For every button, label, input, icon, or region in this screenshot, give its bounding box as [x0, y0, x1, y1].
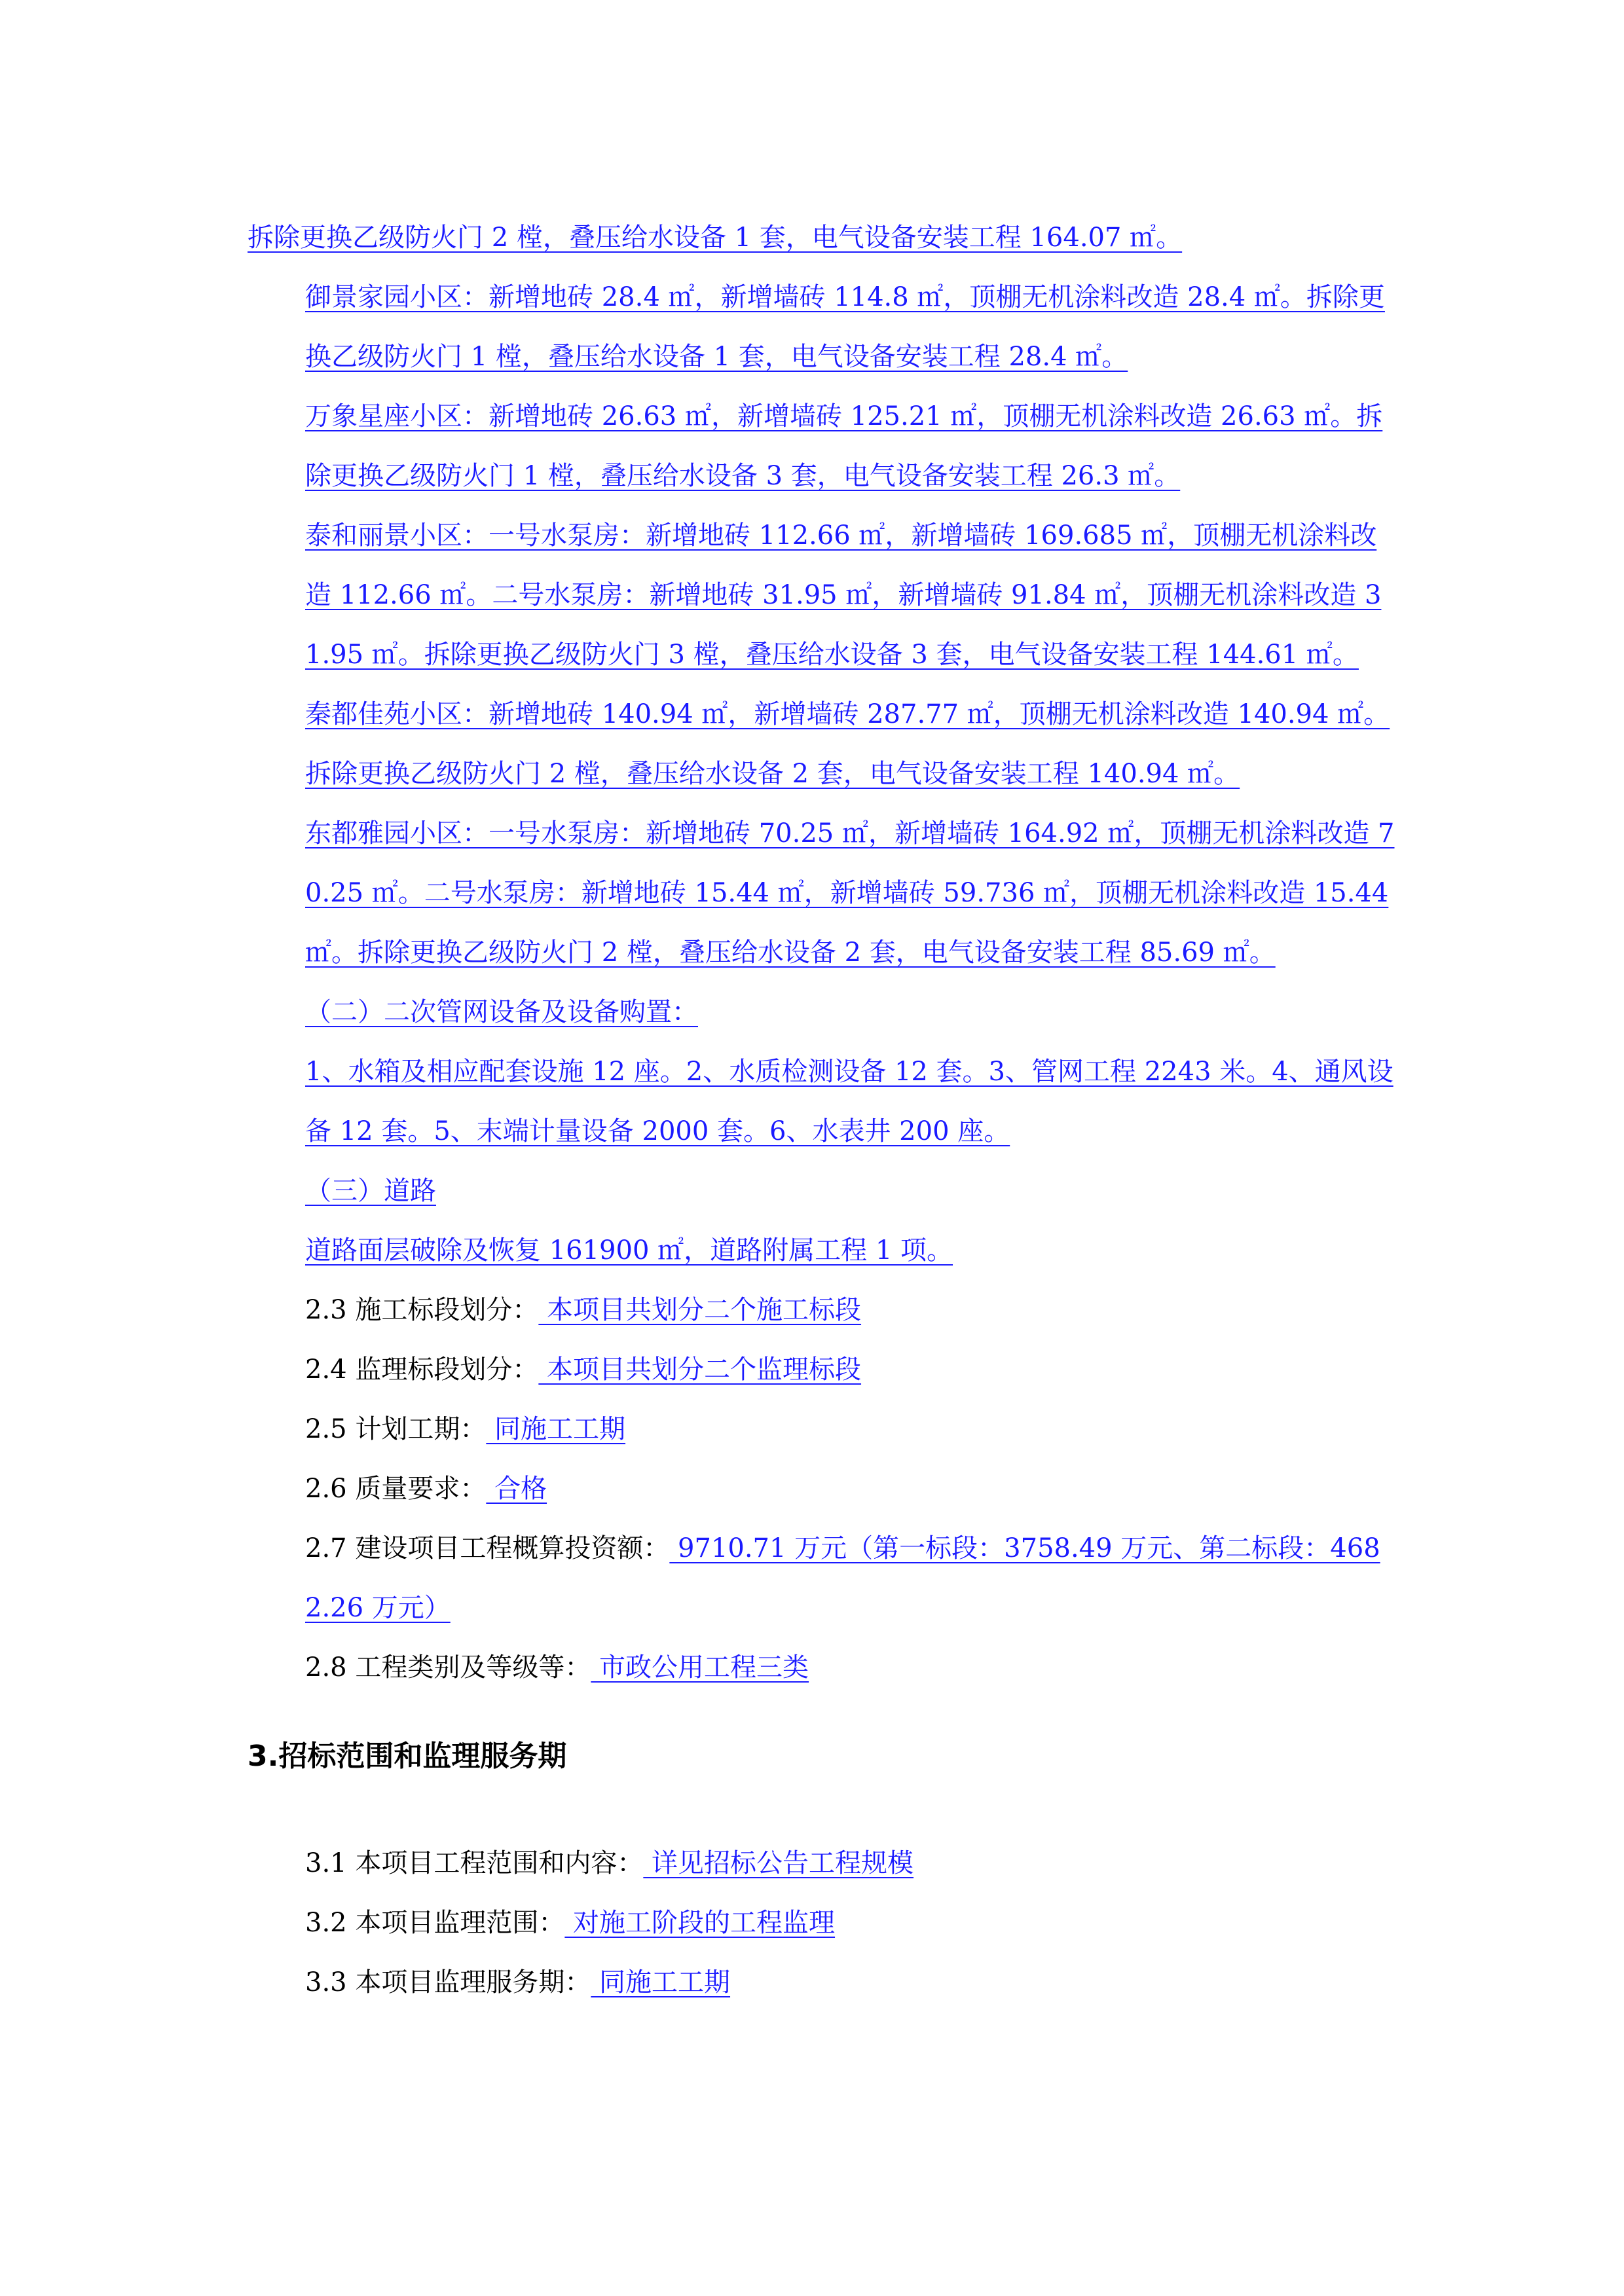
paragraph-network-equipment	[248, 1042, 1395, 1161]
paragraph-text: 泰和丽景小区：一号水泵房：新增地砖 112.66 ㎡，新增墙砖 169.685 ㎡，顶棚无机涂料改造 112.66 ㎡。二号水泵房：新增地砖 31.95 ㎡，新增墙砖 91.84 ㎡，顶棚无机涂料改造 31.95 ㎡。拆除更换乙级防火门 3 樘，叠压给水设备 3 套，电气设备安装工程 144.61 ㎡。	[305, 520, 1382, 670]
item-3-1	[248, 1834, 1395, 1893]
paragraph-text: 御景家园小区：新增地砖 28.4 ㎡，新增墙砖 114.8 ㎡，顶棚无机涂料改造 28.4 ㎡。拆除更换乙级防火门 1 樘，叠压给水设备 1 套，电气设备安装工程 28.4 ㎡。	[305, 282, 1385, 372]
item-label: 2.4 监理标段划分：	[305, 1355, 539, 1385]
item-label: 2.5 计划工期：	[305, 1414, 487, 1444]
document-content	[248, 208, 1395, 2013]
item-2-3	[248, 1281, 1395, 1340]
item-label: 2.6 质量要求：	[305, 1474, 487, 1504]
paragraph-yujing-community	[248, 268, 1395, 387]
paragraph-text: 道路面层破除及恢复 161900 ㎡，道路附属工程 1 项。	[305, 1235, 953, 1266]
item-2-4	[248, 1340, 1395, 1400]
item-value: 合格	[486, 1474, 547, 1504]
item-value: 同施工工期	[591, 1967, 731, 1997]
paragraph-text: 拆除更换乙级防火门 2 樘，叠压给水设备 1 套，电气设备安装工程 164.07 ㎡。	[248, 223, 1183, 253]
paragraph-text: （三）道路	[305, 1176, 436, 1206]
item-label: 2.3 施工标段划分：	[305, 1295, 539, 1325]
item-value: 对施工阶段的工程监理	[564, 1908, 836, 1938]
item-label: 3.3 本项目监理服务期：	[305, 1967, 591, 1997]
section-3-heading: 3.招标范围和监理服务期	[248, 1740, 567, 1773]
paragraph-qindu-community	[248, 685, 1395, 804]
item-2-7	[248, 1519, 1395, 1638]
item-value: 同施工工期	[486, 1414, 626, 1444]
item-label: 3.2 本项目监理范围：	[305, 1908, 565, 1938]
subheading-secondary-network	[248, 983, 1395, 1042]
item-label: 3.1 本项目工程范围和内容：	[305, 1848, 644, 1878]
item-label: 2.7 建设项目工程概算投资额：	[305, 1533, 670, 1563]
item-2-5	[248, 1400, 1395, 1459]
item-label: 2.8 工程类别及等级等：	[305, 1652, 591, 1683]
paragraph-text: （二）二次管网设备及设备购置：	[305, 997, 698, 1027]
paragraph-road-works	[248, 1221, 1395, 1281]
item-value: 市政公用工程三类	[591, 1652, 809, 1683]
item-value: 9710.71 万元（第一标段：3758.49 万元、第二标段：4682.26 万元）	[305, 1533, 1380, 1623]
paragraph-text: 东都雅园小区：一号水泵房：新增地砖 70.25 ㎡，新增墙砖 164.92 ㎡，顶棚无机涂料改造 70.25 ㎡。二号水泵房：新增地砖 15.44 ㎡，新增墙砖 59.736 ㎡，顶棚无机涂料改造 15.44 ㎡。拆除更换乙级防火门 2 樘，叠压给水设备 2 套，电气设备安装工程 85.69 ㎡。	[305, 818, 1395, 968]
paragraph-taihe-community	[248, 506, 1395, 685]
paragraph-fire-doors-summary	[248, 208, 1395, 268]
item-value: 本项目共划分二个监理标段	[538, 1355, 862, 1385]
paragraph-text: 秦都佳苑小区：新增地砖 140.94 ㎡，新增墙砖 287.77 ㎡，顶棚无机涂料改造 140.94 ㎡。拆除更换乙级防火门 2 樘，叠压给水设备 2 套，电气设备安装工程 140.94 ㎡。	[305, 699, 1390, 789]
item-2-6	[248, 1459, 1395, 1519]
paragraph-dongdu-community	[248, 804, 1395, 983]
paragraph-text: 1、水箱及相应配套设施 12 座。2、水质检测设备 12 套。3、管网工程 2243 米。4、通风设备 12 套。5、末端计量设备 2000 套。6、水表井 200 座。	[305, 1057, 1393, 1146]
paragraph-wanxiang-community	[248, 387, 1395, 506]
subheading-roads	[248, 1161, 1395, 1221]
item-2-8	[248, 1638, 1395, 1698]
item-value: 本项目共划分二个施工标段	[538, 1295, 862, 1325]
item-value: 详见招标公告工程规模	[643, 1848, 914, 1878]
item-3-2	[248, 1893, 1395, 1953]
paragraph-text: 万象星座小区：新增地砖 26.63 ㎡，新增墙砖 125.21 ㎡，顶棚无机涂料改造 26.63 ㎡。拆除更换乙级防火门 1 樘，叠压给水设备 3 套，电气设备安装工程 26.3 ㎡。	[305, 401, 1383, 491]
item-3-3	[248, 1953, 1395, 2013]
